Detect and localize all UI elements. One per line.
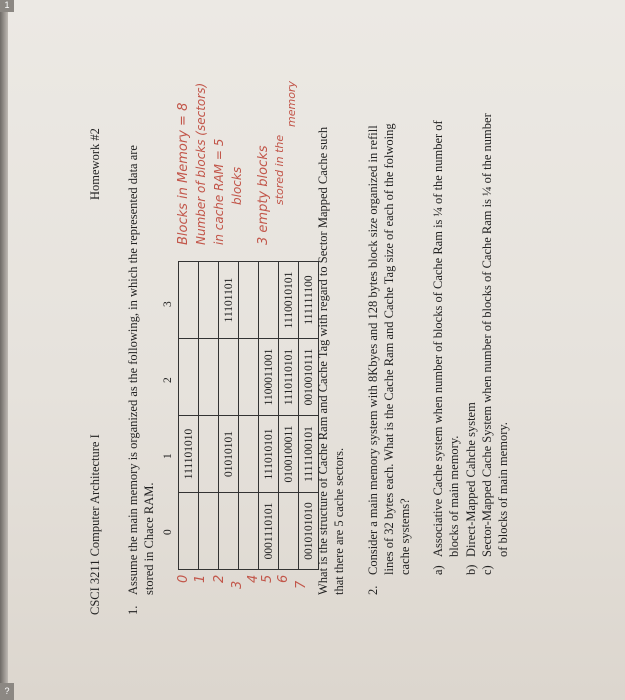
q2-part-a-line1: Associative Cache system when number of blocks of Cache Ram is ¼ of the number of — [431, 120, 445, 557]
hw-note: blocks — [230, 166, 244, 205]
table-cell — [239, 416, 259, 493]
hw-note: Blocks in Memory = 8 — [176, 102, 191, 245]
table-cell: 111111100 — [299, 262, 319, 339]
q2-number: 2. — [366, 585, 380, 595]
memory-table — [178, 261, 319, 570]
table-cell: 0100100011 — [279, 416, 299, 493]
col-header-1: 1 — [162, 453, 174, 459]
table-cell: 0010010111 — [299, 339, 319, 416]
q2-part-label: b) — [464, 564, 478, 575]
corner-marker-top: 1 — [0, 0, 14, 12]
table-cell — [179, 339, 199, 416]
q2-text-line3: cache systems? — [398, 498, 412, 575]
q2-part-b-line1: Direct-Mapped Cahche system — [464, 402, 478, 557]
homework-title: Homework #2 — [88, 128, 102, 200]
hw-row-number: 2 — [212, 574, 227, 583]
table-row — [199, 262, 219, 570]
table-cell — [199, 262, 219, 339]
table-cell: 1110110101 — [279, 339, 299, 416]
table-cell — [259, 262, 279, 339]
table-row — [219, 262, 239, 570]
q2-part-c-line2: of blocks of main memory. — [496, 422, 510, 557]
table-cell — [279, 493, 299, 570]
hw-row-number: 5 — [260, 574, 275, 583]
table-cell — [179, 493, 199, 570]
q2-part-label: a) — [431, 565, 445, 575]
table-cell: 111010101 — [259, 416, 279, 493]
q2-part-a-line2: blocks of main memory. — [447, 435, 461, 557]
q1-question-line2: that there are 5 cache sectors. — [332, 447, 346, 595]
table-cell — [199, 339, 219, 416]
table-cell: 111101010 — [179, 416, 199, 493]
q2-text-line1: Consider a main memory system with 8Kbyes and 128 bytes block size organized in refill — [366, 125, 380, 575]
hw-note: memory — [285, 81, 298, 127]
q1-question-line1: What is the structure of Cache Ram and Cache Tag with regard to Sector Mapped Cache such — [316, 126, 330, 595]
table-cell: 11101101 — [219, 262, 239, 339]
table-cell — [199, 493, 219, 570]
hw-note: in cache RAM = 5 — [212, 138, 226, 245]
table-cell: 01010101 — [219, 416, 239, 493]
table-cell: 1110010101 — [279, 262, 299, 339]
table-cell — [239, 493, 259, 570]
hw-note: Number of blocks (sectors) — [194, 82, 208, 245]
hw-note: stored in the — [273, 134, 286, 205]
corner-marker-bottom: ? — [0, 683, 14, 700]
q1-text-line1: Assume the main memory is organized as the following, in which the represented data are — [126, 145, 140, 595]
table-cell: 0001110101 — [259, 493, 279, 570]
viewer-edge — [0, 0, 8, 700]
col-header-3: 3 — [162, 301, 174, 307]
table-row — [239, 262, 259, 570]
hw-row-number: 0 — [176, 574, 191, 583]
homework-page — [66, 25, 596, 675]
table-row — [179, 262, 199, 570]
table-cell — [239, 262, 259, 339]
table-cell — [179, 262, 199, 339]
hw-note: 3 empty blocks — [256, 145, 271, 245]
course-title: CSCI 3211 Computer Architecture I — [88, 434, 102, 615]
col-header-2: 2 — [162, 377, 174, 383]
table-cell — [219, 339, 239, 416]
hw-row-number: 6 — [276, 574, 291, 583]
hw-row-number: 7 — [294, 580, 309, 589]
hw-row-number: 3 — [230, 580, 245, 589]
q1-text-line2: stored in Chace RAM. — [142, 482, 156, 595]
col-header-0: 0 — [162, 529, 174, 535]
table-cell — [219, 493, 239, 570]
table-cell — [239, 339, 259, 416]
hw-row-number: 4 — [246, 574, 261, 583]
table-cell — [199, 416, 219, 493]
table-row — [279, 262, 299, 570]
hw-row-number: 1 — [193, 574, 208, 583]
table-cell: 1100011001 — [259, 339, 279, 416]
q2-part-c-line1: Sector-Mapped Cache System when number of blocks of Cache Ram is ¼ of the number — [480, 113, 494, 557]
table-row — [259, 262, 279, 570]
q2-text-line2: lines of 32 bytes each. What is the Cache Ram and Cache Tag size of each of the folwoing — [382, 123, 396, 575]
table-cell: 1111100101 — [299, 416, 319, 493]
q2-part-label: c) — [480, 565, 494, 575]
table-cell: 0010101010 — [299, 493, 319, 570]
q1-number: 1. — [126, 605, 140, 615]
